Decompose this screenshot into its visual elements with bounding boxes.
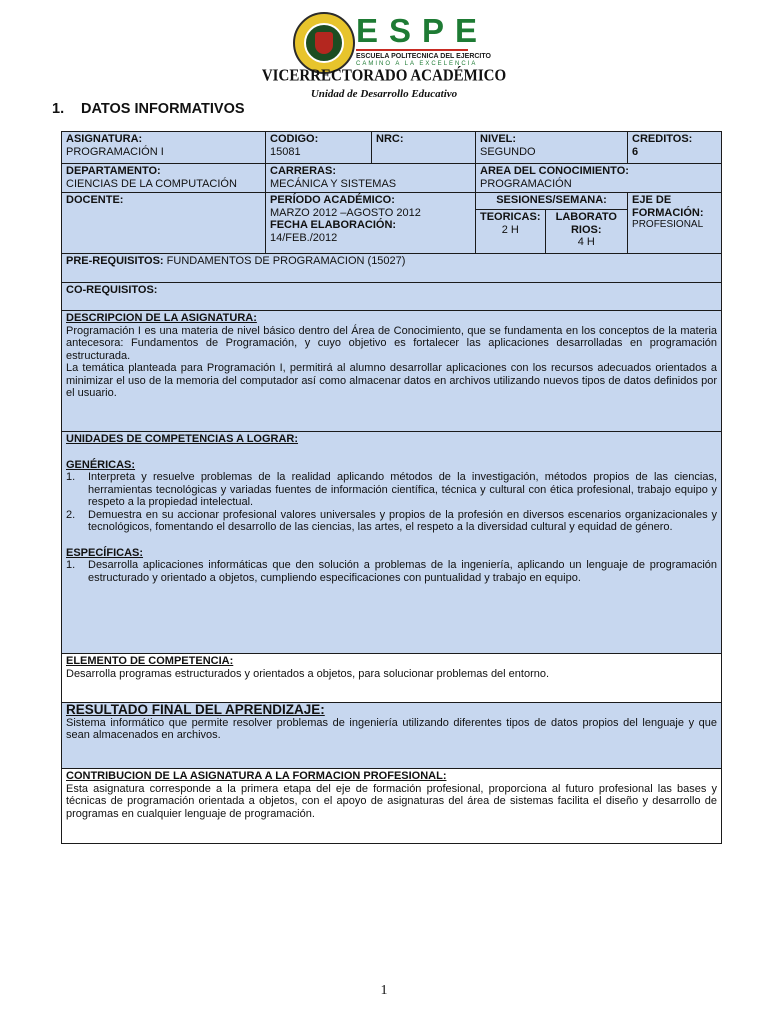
- document-subtitle: Unidad de Desarrollo Educativo: [310, 88, 458, 100]
- especificas-list: [66, 559, 717, 584]
- correquisitos-label: CO-REQUISITOS:: [66, 284, 158, 296]
- resultado-cell: [62, 703, 722, 769]
- departamento-label: DEPARTAMENTO:: [66, 165, 161, 177]
- laboratorios-cell: [545, 210, 627, 254]
- list-item: 2. Demuestra en su accionar profesional valores universales y propios de la profesión en diversos escenarios organizacionales y tecnológicos, fomentando el desarrollo de las ciencias, las artes, el respeto a la diversidad cultural y equidad de género.: [66, 508, 718, 533]
- asignatura-cell: [62, 132, 266, 164]
- teoricas-value: 2 H: [501, 223, 519, 236]
- descripcion-cell: [62, 311, 722, 432]
- nrc-cell: [372, 132, 476, 164]
- page-number: 1: [380, 983, 388, 998]
- section-title-text: DATOS INFORMATIVOS: [81, 101, 245, 117]
- especificas-heading: ESPECÍFICAS:: [66, 546, 144, 559]
- list-item: 1. Desarrolla aplicaciones informáticas que den solución a problemas de la ingeniería, aplicando un lenguaje de programación estructurado y orientado a objetos, cumpliendo especificaciones con puntualidad y trabajo en equipo.: [66, 559, 718, 584]
- eje-value: PROFESIONAL: [632, 219, 704, 230]
- area-cell: [476, 164, 722, 193]
- sesiones-label: SESIONES/SEMANA:: [476, 193, 627, 210]
- teoricas-label: TEORICAS:: [480, 211, 541, 223]
- creditos-value: 6: [632, 145, 639, 158]
- asignatura-label: ASIGNATURA:: [66, 133, 143, 145]
- fecha-value: 14/FEB./2012: [270, 231, 338, 244]
- creditos-cell: [628, 132, 722, 164]
- docente-label: DOCENTE:: [66, 194, 124, 206]
- course-info-table: [61, 131, 722, 844]
- codigo-cell: [266, 132, 372, 164]
- genericas-heading: GENÉRICAS:: [66, 458, 136, 471]
- elemento-cell: [62, 654, 722, 703]
- descripcion-paragraph-2: La temática planteada para Programación I, permitirá al alumno desarrollar aplicaciones con los recursos adecuados orientados a minimizar el uso de la memoria del computador así como almacenar datos en archivos utilizando nuevos tipos de datos definidos por el usuario.: [66, 362, 718, 399]
- area-label: AREA DEL CONOCIMIENTO:: [480, 165, 629, 177]
- prerequisitos-label: PRE-REQUISITOS:: [66, 255, 164, 267]
- sesiones-cell: [476, 193, 628, 254]
- codigo-value: 15081: [270, 145, 301, 158]
- espe-logo: [356, 12, 491, 67]
- prerequisitos-value: FUNDAMENTOS DE PROGRAMACION (15027): [166, 255, 406, 267]
- document-header: [0, 8, 768, 100]
- fecha-label: FECHA ELABORACIÓN:: [270, 219, 397, 231]
- carreras-cell: [266, 164, 476, 193]
- competencias-heading: UNIDADES DE COMPETENCIAS A LOGRAR:: [66, 433, 299, 445]
- section-number: 1.: [52, 101, 65, 117]
- logo-motto: CAMINO A LA EXCELENCIA: [356, 61, 478, 67]
- resultado-text: Sistema informático que permite resolver problemas de ingeniería utilizando diferentes tipos de datos propios del lenguaje y que sean almacenados en archivos.: [66, 716, 718, 741]
- elemento-heading: ELEMENTO DE COMPETENCIA:: [66, 655, 234, 667]
- resultado-heading: RESULTADO FINAL DEL APRENDIZAJE:: [66, 702, 325, 717]
- periodo-cell: [266, 193, 476, 254]
- descripcion-paragraph-1: Programación I es una materia de nivel básico dentro del Área de Conocimiento, que se fundamenta en los conceptos de la materia antecesora: Fundamentos de Programación, y cuyo objetivo es fortalecer las aplicaciones desarrolladas en programación estructurada.: [66, 324, 718, 362]
- logo-text: ESPE: [356, 12, 489, 49]
- departamento-cell: [62, 164, 266, 193]
- creditos-label: CREDITOS:: [632, 133, 693, 145]
- carreras-label: CARRERAS:: [270, 165, 336, 177]
- laboratorios-value: 4 H: [577, 236, 595, 248]
- departamento-value: CIENCIAS DE LA COMPUTACIÓN: [66, 177, 237, 190]
- area-value: PROGRAMACIÓN: [480, 177, 572, 190]
- nivel-value: SEGUNDO: [480, 145, 536, 158]
- periodo-label: PERÍODO ACADÉMICO:: [270, 194, 395, 206]
- contribucion-text: Esta asignatura corresponde a la primera etapa del eje de formación profesional, proporciona al futuro profesional las bases y técnicas de programación orientada a objetos, con el apoyo de asignaturas del área de sistemas facilita el diseño y desarrollo de programas en cualquier lenguaje de programación.: [66, 782, 718, 820]
- competencias-cell: [62, 432, 722, 654]
- genericas-list: [66, 471, 717, 534]
- university-seal-icon: [293, 12, 355, 74]
- elemento-text: Desarrolla programas estructurados y orientados a objetos, para solucionar problemas del entorno.: [66, 667, 550, 680]
- carreras-value: MECÁNICA Y SISTEMAS: [270, 177, 397, 190]
- codigo-label: CODIGO:: [270, 133, 319, 145]
- logo-subtitle: ESCUELA POLITECNICA DEL EJERCITO: [356, 53, 491, 60]
- nivel-label: NIVEL:: [480, 133, 517, 145]
- nrc-label: NRC:: [376, 133, 404, 145]
- descripcion-heading: DESCRIPCION DE LA ASIGNATURA:: [66, 312, 257, 324]
- eje-label: EJE DE FORMACIÓN:: [632, 194, 704, 219]
- laboratorios-label: LABORATO RIOS:: [555, 211, 617, 236]
- contribucion-heading: CONTRIBUCION DE LA ASIGNATURA A LA FORMACION PROFESIONAL:: [66, 770, 447, 782]
- prerequisitos-cell: [62, 254, 722, 283]
- asignatura-value: PROGRAMACIÓN I: [66, 145, 164, 158]
- document-title: VICERRECTORADO ACADÉMICO: [261, 66, 507, 86]
- correquisitos-cell: [62, 283, 722, 311]
- list-item: 1. Interpreta y resuelve problemas de la realidad aplicando métodos de la investigación, métodos propios de las ciencias, herramientas tecnológicas y variadas fuentes de información científica, técnica y cultural con ética profesional, trabajo equipo y respeto a la propiedad intelectual.: [66, 471, 718, 508]
- section-title: [52, 101, 245, 117]
- eje-cell: [628, 193, 722, 254]
- teoricas-cell: [476, 210, 545, 254]
- nivel-cell: [476, 132, 628, 164]
- periodo-value: MARZO 2012 –AGOSTO 2012: [270, 206, 421, 219]
- contribucion-cell: [62, 769, 722, 844]
- docente-cell: [62, 193, 266, 254]
